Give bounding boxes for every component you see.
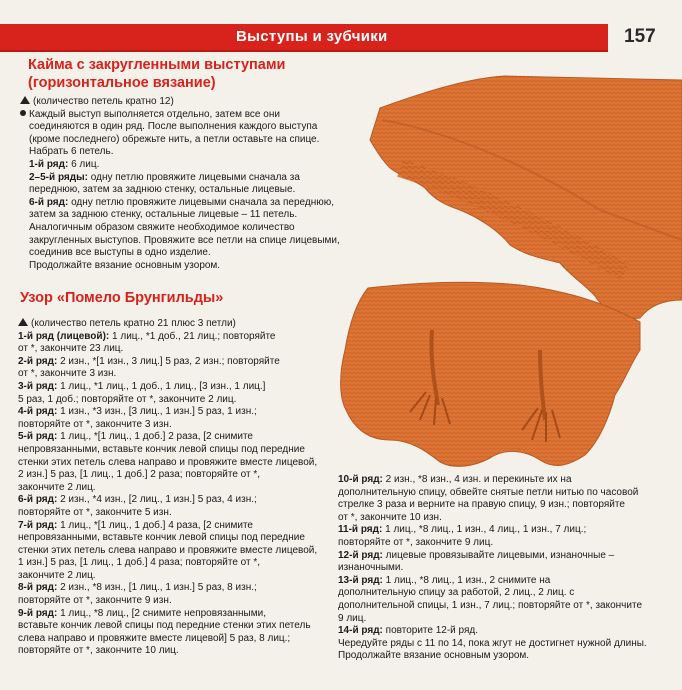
section1-line: Набрать 6 петель. <box>29 146 114 158</box>
section1-title-line1: Кайма с закругленными выступами <box>28 57 286 73</box>
section2-line: 11-й ряд: 1 лиц., *8 лиц., 1 изн., 4 лиц., 1 изн., 7 лиц.; <box>338 524 587 536</box>
section2-line: 3-й ряд: 1 лиц., *1 лиц., 1 доб., 1 лиц., [3 изн., 1 лиц.] <box>18 380 266 392</box>
section2-line: повторяйте от *, закончите 10 лиц. <box>18 645 179 657</box>
section2-line: от *, закончите 10 изн. <box>338 511 442 523</box>
section2-line: стенки этих петель слева направо и провяжите вместе лицевой, <box>18 544 318 556</box>
section2-line: (количество петель кратно 21 плюс 3 петли) <box>18 318 317 331</box>
section1-line: Каждый выступ выполняется отдельно, затем все они <box>20 109 340 122</box>
section1-line: 2–5-й ряды: одну петлю провяжите лицевыми сначала за <box>29 171 300 183</box>
section2-line: 12-й ряд: лицевые провязывайте лицевыми, изнаночные – <box>338 549 615 561</box>
section1-line: соединив все выступы в одно изделие. <box>29 247 211 259</box>
section2-text-right <box>338 474 647 663</box>
section2-line: повторяйте от *, закончите 9 лиц. <box>338 536 494 548</box>
section2-line: от *, закончите 23 лиц. <box>18 343 124 355</box>
section2-line: 5 раз, 1 доб.; повторяйте от *, закончите 2 лиц. <box>18 393 237 405</box>
section2-line: 1 изн.] 5 раз, [1 лиц., 1 доб.] 4 раза; повторяйте от *, <box>18 557 261 569</box>
section2-line: непровязанными, вставьте кончик левой спицы под передние <box>18 443 305 455</box>
section1-line: (кроме последнего) обрежьте нить, а петли оставьте на спице. <box>29 133 320 145</box>
bullet-icon <box>20 110 26 116</box>
section2-line: дополнительную спицу, обвейте снятые петли нитью по часовой <box>338 486 639 498</box>
section2-line: дополнительной спицы, 1 изн., 7 лиц.; повторяйте от *, закончите <box>338 599 642 611</box>
section1-title-line2: (горизонтальное вязание) <box>28 75 216 91</box>
section2-line: 2-й ряд: 2 изн., *[1 изн., 3 лиц.] 5 раз, 2 изн.; повторяйте <box>18 355 280 367</box>
section2-line: 8-й ряд: 2 изн., *8 изн., [1 лиц., 1 изн.] 5 раз, 8 изн.; <box>18 582 257 594</box>
section2-line: Чередуйте ряды с 11 по 14, пока жгут не достигнет нужной длины. <box>338 637 647 649</box>
section1-line: затем за заднюю стенку, остальные лицевые – 11 петель. <box>29 209 298 221</box>
section1-line: соединяются в один ряд. После выполнения каждого выступа <box>29 121 318 133</box>
section2-line: непровязанными, вставьте кончик левой спицы под передние <box>18 532 305 544</box>
photo-brunhilde-broom-pattern <box>341 282 640 466</box>
triangle-icon <box>20 96 30 104</box>
photo-rounded-scallop-border <box>370 76 682 318</box>
section2-line: 9 лиц. <box>338 612 367 624</box>
triangle-icon <box>18 318 28 326</box>
section2-line: дополнительную спицу за работой, 2 лиц., 2 лиц. с <box>338 587 575 599</box>
section2-line: изнаночными. <box>338 562 404 574</box>
section1-title <box>28 56 285 92</box>
chapter-title: Выступы и зубчики <box>236 28 388 45</box>
section2-line: 2 изн.] 5 раз, [1 лиц., 1 доб.] 2 раза; повторяйте от *, <box>18 469 261 481</box>
section1-line: переднюю, затем за заднюю стенку, остальные лицевые. <box>29 184 296 196</box>
section2-title: Узор «Помело Брунгильды» <box>20 290 224 306</box>
section2-line: стенки этих петель слева направо и провяжите вместе лицевой, <box>18 456 318 468</box>
section2-line: 6-й ряд: 2 изн., *4 изн., [2 лиц., 1 изн.] 5 раз, 4 изн.; <box>18 494 257 506</box>
section2-line: 1-й ряд (лицевой): 1 лиц., *1 доб., 21 лиц.; повторяйте <box>18 330 276 342</box>
section2-line: повторяйте от *, закончите 3 изн. <box>18 418 172 430</box>
section2-line: Продолжайте вязание основным узором. <box>338 650 530 662</box>
section2-line: повторяйте от *, закончите 5 изн. <box>18 506 172 518</box>
section1-line: 6-й ряд: одну петлю провяжите лицевыми сначала за переднюю, <box>29 196 335 208</box>
section2-line: повторяйте от *, закончите 9 изн. <box>18 595 172 607</box>
section2-text-left <box>18 318 317 658</box>
section2-line: 13-й ряд: 1 лиц., *8 лиц., 1 изн., 2 снимите на <box>338 574 551 586</box>
section2-line: слева направо и провяжите вместе лицевой] 5 раз, 8 лиц.; <box>18 632 291 644</box>
section2-line: от *, закончите 3 изн. <box>18 368 117 380</box>
section2-line: вставьте кончик левой спицы под передние стенки этих петель <box>18 620 311 632</box>
section1-text <box>20 96 340 272</box>
section1-line: Продолжайте вязание основным узором. <box>29 259 221 271</box>
section1-line: 1-й ряд: 6 лиц. <box>29 158 100 170</box>
section2-line: 9-й ряд: 1 лиц., *8 лиц., [2 снимите непровязанными, <box>18 607 266 619</box>
section2-line: закончите 2 лиц. <box>18 569 96 581</box>
section1-line: Аналогичным образом свяжите необходимое количество <box>29 221 295 233</box>
section2-line: закончите 2 лиц. <box>18 481 96 493</box>
section2-line: 10-й ряд: 2 изн., *8 изн., 4 изн. и перекиньте их на <box>338 474 572 485</box>
section2-line: 7-й ряд: 1 лиц., *[1 лиц., 1 доб.] 4 раза, [2 снимите <box>18 519 253 531</box>
section2-line: 4-й ряд: 1 изн., *3 изн., [3 лиц., 1 изн.] 5 раз, 1 изн.; <box>18 406 257 418</box>
section1-line: закругленных выступов. Провяжите все петли на спице лицевыми, <box>29 234 340 246</box>
section2-line: 14-й ряд: повторите 12-й ряд. <box>338 625 479 637</box>
page-number: 157 <box>624 26 656 47</box>
section1-line: (количество петель кратно 12) <box>20 96 340 109</box>
section2-line: 5-й ряд: 1 лиц., *[1 лиц., 1 доб.] 2 раза, [2 снимите <box>18 431 253 443</box>
section2-line: стрелке 3 раза и верните на правую спицу, 9 изн.; повторяйте <box>338 499 625 511</box>
